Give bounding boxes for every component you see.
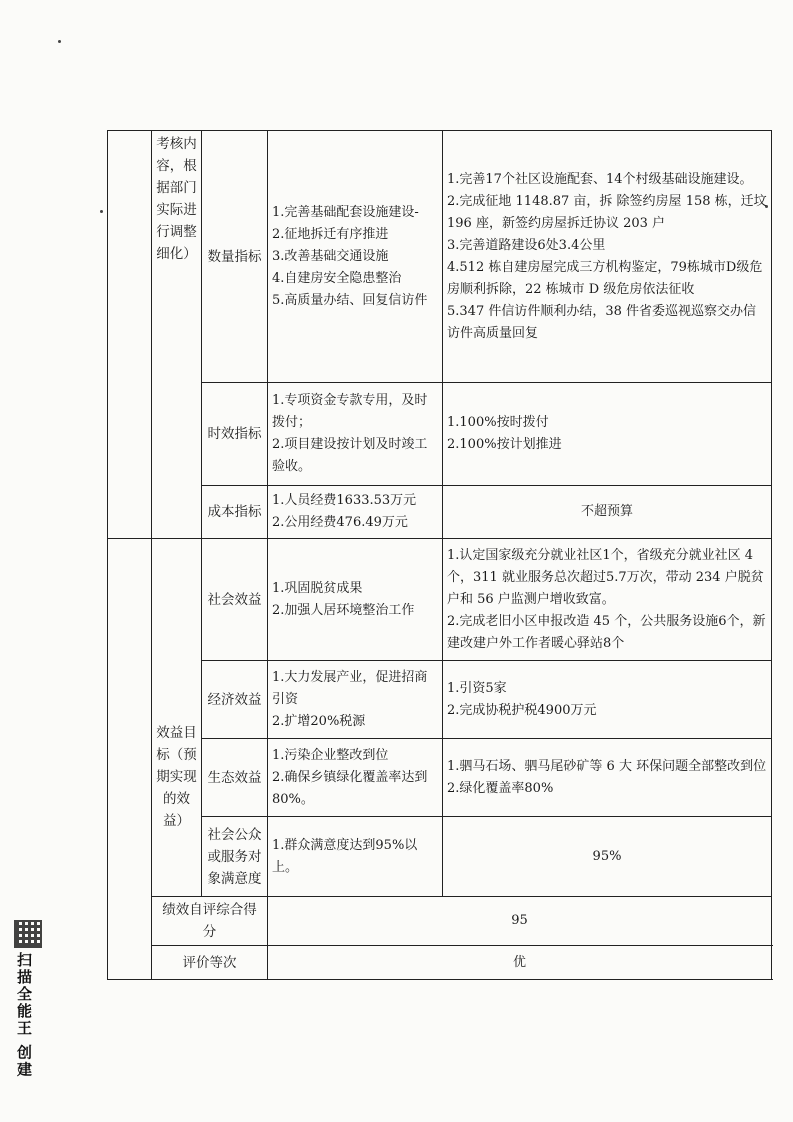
table-row-cost: [108, 486, 772, 539]
quantity-target-4: 4.自建房安全隐患整治: [272, 270, 402, 286]
social-results: [443, 539, 772, 661]
cost-label: 成本指标: [202, 486, 268, 539]
cost-target-2: 2.公用经费476.49万元: [272, 515, 408, 530]
economic-targets: [268, 661, 443, 739]
table-row-grade: [108, 946, 772, 980]
timeliness-target-2: 2.项目建设按计划及时竣工验收。: [272, 437, 428, 474]
social-result-1: 1.认定国家级充分就业社区1个，省级充分就业社区 4 个，311 就业服务总次超过5.7万次，带动 234 户脱贫户和 56 户监测户增收致富。: [447, 547, 764, 607]
level1-empty-cell: [108, 131, 152, 539]
satisfaction-label: 社会公众或服务对象满意度: [202, 817, 268, 897]
timeliness-results: [443, 383, 772, 486]
timeliness-result-1: 1.100%按时拨付: [447, 415, 549, 430]
economic-target-2: 2.扩增20%税源: [272, 713, 366, 729]
scanner-watermark: [14, 920, 42, 1078]
satisfaction-target: 1.群众满意度达到95%以上。: [268, 817, 443, 897]
quantity-targets: [268, 131, 443, 383]
quantity-result-5: 5.347 件信访件顺利办结，38 件省委巡视巡察交办信访件高质量回复: [447, 303, 757, 341]
quantity-result-1: 1.完善17个社区设施配套、14个村级基础设施建设。: [447, 171, 753, 187]
level1-empty-cell-2: [108, 539, 152, 980]
performance-table: [107, 130, 772, 980]
ecological-target-1: 1.污染企业整改到位: [272, 747, 389, 763]
cost-result: 不超预算: [443, 486, 772, 539]
quantity-label: 数量指标: [202, 131, 268, 383]
cost-targets: [268, 486, 443, 539]
table-row-score: [108, 897, 772, 946]
quantity-target-1: 1.完善基础配套设施建设-: [272, 204, 419, 220]
table-row-ecological: [108, 739, 772, 817]
quantity-results: [443, 131, 772, 383]
ecological-results: [443, 739, 772, 817]
table-row-satisfaction: [108, 817, 772, 897]
social-label: 社会效益: [202, 539, 268, 661]
score-label: 绩效自评综合得分: [152, 897, 268, 946]
satisfaction-result: 95%: [443, 817, 772, 897]
grade-value: 优: [268, 946, 772, 980]
ecological-result-2: 2.绿化覆盖率80%: [447, 780, 554, 796]
ecological-target-2: 2.确保乡镇绿化覆盖率达到80%。: [272, 769, 428, 807]
timeliness-target-1: 1.专项资金专款专用，及时拨付；: [272, 393, 428, 430]
economic-target-1: 1.大力发展产业，促进招商引资: [272, 669, 428, 707]
quantity-result-4: 4.512 栋自建房屋完成三方机构鉴定，79栋城市D级危房顺利拆除，22 栋城市 D 级危房依法征收: [447, 259, 763, 297]
score-value: 95: [268, 897, 772, 946]
table-row-timeliness: [108, 383, 772, 486]
economic-result-2: 2.完成协税护税4900万元: [447, 702, 597, 718]
social-result-2: 2.完成老旧小区申报改造 45 个，公共服务设施6个，新建改建户外工作者暖心驿站8个: [447, 613, 766, 651]
scan-speck: [58, 40, 61, 43]
benefit-label: 效益目标（预期实现的效益）: [152, 539, 202, 897]
social-targets: [268, 539, 443, 661]
quantity-result-3: 3.完善道路建设6处3.4公里: [447, 237, 606, 253]
table-row-social: [108, 539, 772, 661]
watermark-text: 扫描全能王 创建: [15, 952, 33, 1079]
social-target-1: 1.巩固脱贫成果: [272, 580, 363, 596]
timeliness-label: 时效指标: [202, 383, 268, 486]
quantity-target-3: 3.改善基础交通设施: [272, 248, 389, 264]
table-row-quantity: [108, 131, 772, 383]
social-target-2: 2.加强人居环境整治工作: [272, 602, 415, 618]
timeliness-result-2: 2.100%按计划推进: [447, 437, 562, 452]
scan-speck: [100, 210, 103, 213]
quantity-target-2: 2.征地拆迁有序推进: [272, 226, 389, 242]
cost-target-1: 1.人员经费1633.53万元: [272, 493, 417, 508]
ecological-result-1: 1.驷马石场、驷马尾砂矿等 6 大 环保问题全部整改到位: [447, 758, 767, 774]
economic-result-1: 1.引资5家: [447, 680, 507, 696]
table-row-economic: [108, 661, 772, 739]
ecological-targets: [268, 739, 443, 817]
assessment-label: 考核内容，根据部门实际进行调整细化）: [152, 131, 202, 539]
grade-label: 评价等次: [152, 946, 268, 980]
economic-label: 经济效益: [202, 661, 268, 739]
qr-code-icon: [14, 920, 42, 948]
quantity-target-5: 5.高质量办结、回复信访件: [272, 292, 428, 308]
ecological-label: 生态效益: [202, 739, 268, 817]
timeliness-targets: [268, 383, 443, 486]
quantity-result-2: 2.完成征地 1148.87 亩，拆 除签约房屋 158 栋，迁坟 196 座，新签约房屋拆迁协议 203 户: [447, 193, 767, 231]
economic-results: [443, 661, 772, 739]
